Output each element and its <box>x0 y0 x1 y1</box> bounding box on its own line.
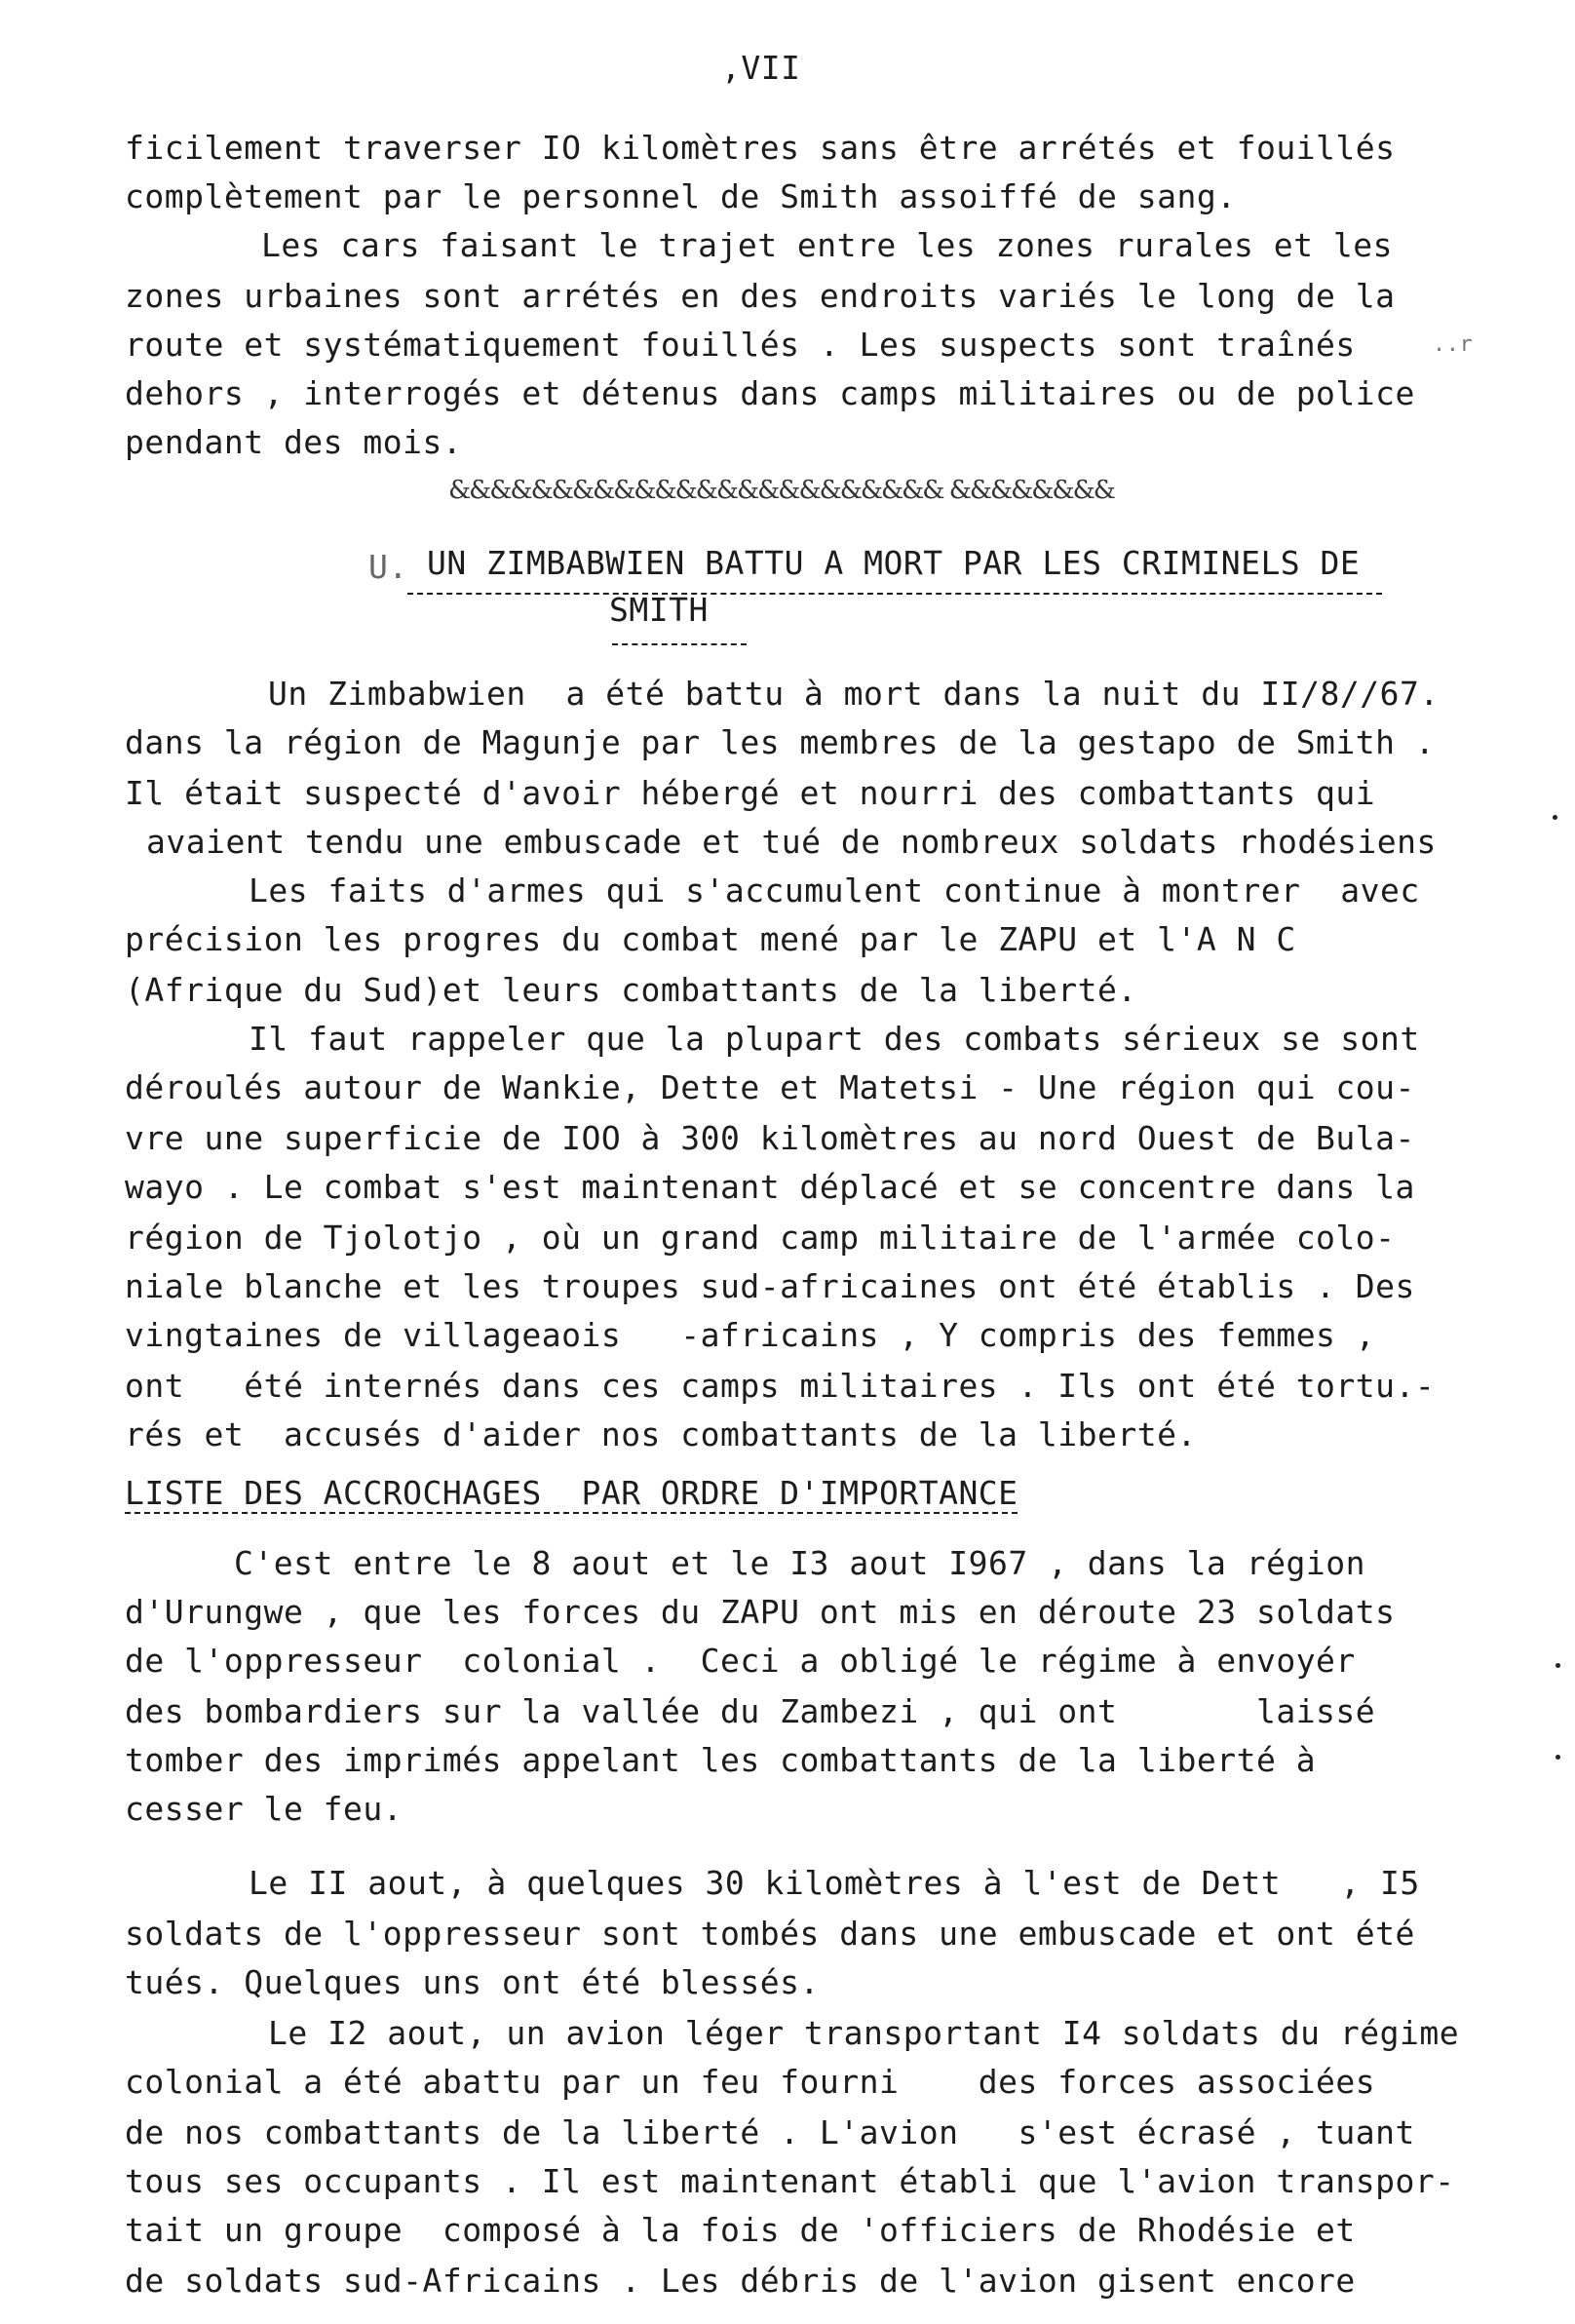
para8-line-6: de soldats sud-Africains . Les débris de l'avion gisent encore <box>125 2262 1356 2300</box>
para4-line-3: (Afrique du Sud)et leurs combattants de la liberté. <box>125 971 1137 1009</box>
para7-line-2: soldats de l'oppresseur sont tombés dans une embuscade et ont été <box>125 1915 1415 1953</box>
para7-line-1: Le II aout, à quelques 30 kilomètres à l'est de Dett , I5 <box>249 1864 1420 1902</box>
para5-line-5: région de Tjolotjo , où un grand camp militaire de l'armée colo- <box>125 1219 1396 1257</box>
para5-line-8: ont été internés dans ces camps militaires . Ils ont été tortu.- <box>125 1367 1436 1405</box>
para8-line-3: de nos combattants de la liberté . L'avion s'est écrasé , tuant <box>125 2113 1415 2151</box>
para8-line-2: colonial a été abattu par un feu fourni des forces associées <box>125 2063 1376 2101</box>
para2-line-2: zones urbaines sont arrétés en des endroits variés le long de la <box>125 277 1396 315</box>
page-number: ,VII <box>721 49 801 87</box>
para2-line-3: route et systématiquement fouillés . Les suspects sont traînés <box>125 326 1356 364</box>
para6-line-2: d'Urungwe , que les forces du ZAPU ont mis en déroute 23 soldats <box>125 1593 1396 1631</box>
ampersand-separator: &&&&&&&&&&&&&&&&&&&&&&&& &&&&&&&& <box>448 476 1114 505</box>
para5-line-6: niale blanche et les troupes sud-africaines ont été établis . Des <box>125 1267 1415 1305</box>
para2-line-5: pendant des mois. <box>125 423 463 461</box>
para2-line-1: Les cars faisant le trajet entre les zones rurales et les <box>261 226 1393 264</box>
para1-line-2: complètement par le personnel de Smith assoiffé de sang. <box>125 177 1237 215</box>
para2-line-4: dehors , interrogés et détenus dans camps militaires ou de police <box>125 374 1415 412</box>
headline-line-2: SMITH <box>609 591 709 629</box>
section-heading: LISTE DES ACCROCHAGES PAR ORDRE D'IMPORTANCE <box>125 1474 1018 1512</box>
scan-speck <box>1556 1663 1560 1668</box>
para3-line-1: Un Zimbabwien a été battu à mort dans la nuit du II/8//67. <box>268 675 1440 713</box>
headline-line-1: UN ZIMBABWIEN BATTU A MORT PAR LES CRIMINELS DE <box>427 544 1361 582</box>
para6-line-1: C'est entre le 8 aout et le I3 aout I967 , dans la région <box>234 1544 1365 1582</box>
para4-line-2: précision les progres du combat mené par le ZAPU et l'A N C <box>125 920 1296 958</box>
scan-speck <box>1556 1755 1560 1760</box>
para3-line-3: Il était suspecté d'avoir hébergé et nourri des combattants qui <box>125 774 1376 812</box>
para7-line-3: tués. Quelques uns ont été blessés. <box>125 1963 820 2001</box>
para4-line-1: Les faits d'armes qui s'accumulent continue à montrer avec <box>249 872 1420 910</box>
para1-line-1: ficilement traverser IO kilomètres sans être arrétés et fouillés <box>125 129 1396 167</box>
para8-line-5: tait un groupe composé à la fois de 'officiers de Rhodésie et <box>125 2211 1356 2249</box>
para8-line-4: tous ses occupants . Il est maintenant établi que l'avion transpor- <box>125 2162 1455 2200</box>
para5-line-1: Il faut rappeler que la plupart des combats sérieux se sont <box>249 1020 1420 1058</box>
headline-underline-2 <box>612 643 747 645</box>
para8-line-1: Le I2 aout, un avion léger transportant I4 soldats du régime <box>268 2014 1460 2052</box>
scan-speck <box>1553 815 1557 820</box>
para6-line-6: cesser le feu. <box>125 1790 403 1828</box>
para6-line-4: des bombardiers sur la vallée du Zambezi , qui ont laissé <box>125 1692 1376 1730</box>
para5-line-3: vre une superficie de IOO à 300 kilomètres au nord Ouest de Bula- <box>125 1119 1415 1157</box>
para3-line-2: dans la région de Magunje par les membres de la gestapo de Smith . <box>125 723 1436 761</box>
para6-line-5: tomber des imprimés appelant les combattants de la liberté à <box>125 1741 1317 1779</box>
para5-line-9: rés et accusés d'aider nos combattants de la liberté. <box>125 1415 1197 1453</box>
para3-line-4: avaient tendu une embuscade et tué de nombreux soldats rhodésiens <box>146 823 1437 861</box>
headline-underline-1 <box>407 593 1382 595</box>
para5-line-4: wayo . Le combat s'est maintenant déplacé et se concentre dans la <box>125 1168 1415 1206</box>
para6-line-3: de l'oppresseur colonial . Ceci a obligé le régime à envoyér <box>125 1642 1356 1680</box>
stray-mark: ..r <box>1433 332 1474 357</box>
para5-line-2: déroulés autour de Wankie, Dette et Matetsi - Une région qui cou- <box>125 1068 1415 1106</box>
headline-prefix: U. <box>368 548 408 586</box>
para5-line-7: vingtaines de villageaois -africains , Y compris des femmes , <box>125 1316 1376 1354</box>
